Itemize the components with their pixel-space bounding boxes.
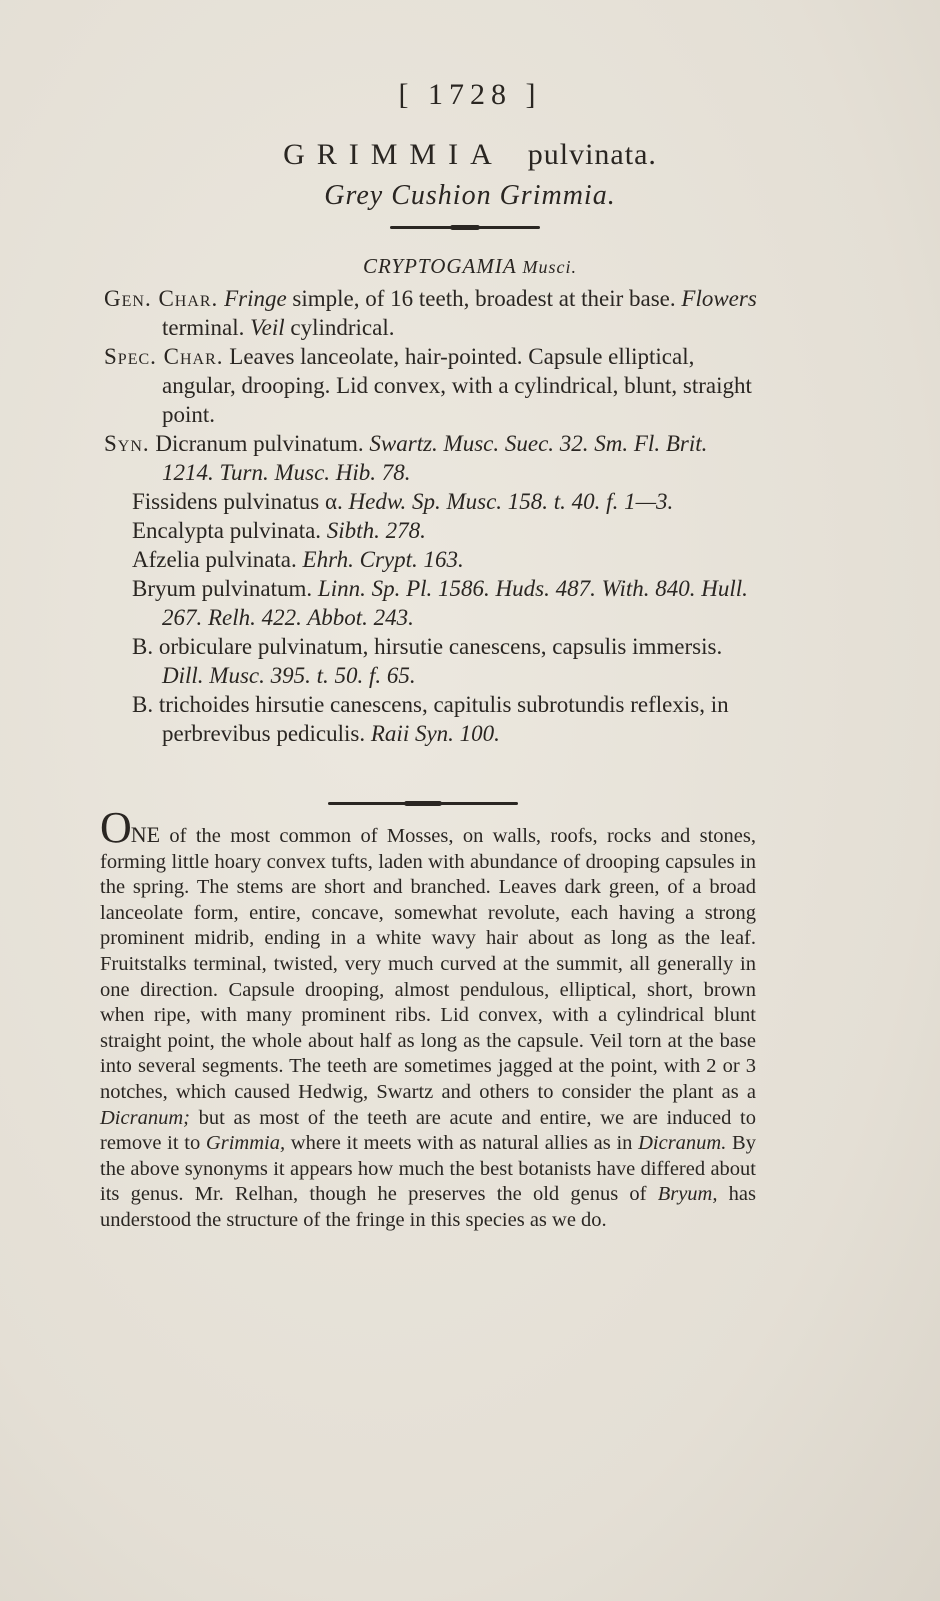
synonym-refs: Dill. Musc. 395. t. 50. f. 65. (162, 663, 416, 688)
synonym-name: Fissidens pulvinatus α. (132, 489, 349, 514)
specific-character (104, 342, 764, 429)
synonym-name: Bryum pulvinatum. (132, 576, 318, 601)
classification (0, 254, 940, 279)
synonym-entry (104, 545, 764, 574)
synonym-refs: Ehrh. Crypt. 163. (302, 547, 464, 572)
synonym-entry (104, 429, 764, 487)
description-text: but as most of the teeth are acute and entire, we are induced to remove it to (100, 1106, 756, 1155)
description-term: Dicranum. (638, 1132, 727, 1155)
plant-title (0, 138, 940, 172)
synonym-name: B. trichoides hirsutie canescens, capitulis subrotundis reflexis, in perbrevibus pediculis. (132, 692, 729, 746)
gen-char-term: Flowers (681, 286, 757, 311)
synonym-refs: Linn. Sp. Pl. 1586. Huds. 487. With. 840. Hull. 267. Relh. 422. Abbot. 243. (162, 576, 748, 630)
description-text: of the most common of Mosses, on walls, roofs, rocks and stones, forming little hoary convex tufts, laden with abundance of drooping capsules in the spring. The stems are short and branched. Leaves dark green, of a broad lanceolate form, entire, concave, somewhat revolute, each having a strong prominent midrib, ending in a white wavy hair about as long as the leaf. Fruitstalks terminal, twisted, very much curved at the summit, all generally in one direction. Capsule drooping, almost pendulous, elliptical, short, brown when ripe, with many prominent ribs. Lid convex, with a cylindrical blunt straight point, the whole about half as long as the capsule. Veil torn at the base into several segments. The teeth are sometimes jagged at the point, with 2 or 3 notches, which caused Hedwig, Swartz and others to consider the plant as a (100, 825, 756, 1103)
synonym-refs: Swartz. Musc. Suec. 32. Sm. Fl. Brit. 1214. Turn. Musc. Hib. 78. (162, 431, 708, 485)
synonym-name: Encalypta pulvinata. (132, 518, 327, 543)
description-text: has understood the structure of the fringe in this species as we do. (100, 1183, 757, 1231)
description-term: Bryum, (657, 1183, 718, 1206)
description-term: Dicranum; (100, 1106, 190, 1129)
generic-character (104, 284, 764, 342)
gen-char-text: terminal. (162, 315, 251, 340)
synonym-name: Afzelia pulvinata. (132, 547, 303, 572)
synonym-entry (104, 516, 764, 545)
spec-char-label: Spec. Char. (104, 344, 224, 369)
synonym-entry (104, 487, 764, 516)
lead-word: NE (130, 822, 161, 847)
ornamental-rule-top (390, 226, 540, 229)
common-name: Grey Cushion Grimmia. (324, 180, 616, 211)
syn-label: Syn. (104, 431, 150, 456)
order-name: Musci. (522, 257, 578, 277)
species-name: pulvinata. (527, 138, 657, 171)
genus-name: GRIMMIA (283, 138, 504, 171)
characters-block (104, 284, 764, 748)
ornamental-rule-middle (328, 802, 518, 805)
gen-char-label: Gen. Char. (104, 286, 219, 311)
description-text: where it meets with as natural allies as in (285, 1132, 639, 1155)
synonym-name: Dicranum pulvinatum. (155, 431, 370, 456)
spec-char-text: Leaves lanceolate, hair-pointed. Capsule elliptical, angular, drooping. Lid convex, with a cylindrical, blunt, straight point. (162, 344, 752, 427)
page-number: [ 1728 ] (398, 78, 542, 111)
description-text: By the above synonyms it appears how much the best botanists have differed about its genus. Mr. Relhan, though he preserves the old genus of (100, 1132, 756, 1206)
synonym-entry (104, 690, 764, 748)
synonym-refs: Sibth. 278. (326, 518, 426, 543)
description-paragraph (100, 803, 757, 1234)
synonym-entry (104, 632, 764, 690)
gen-char-text: cylindrical. (284, 315, 395, 340)
gen-char-text: simple, of 16 teeth, broadest at their base. (286, 286, 682, 311)
drop-cap: O (100, 803, 131, 852)
description-term: Grimmia, (205, 1132, 286, 1155)
synonym-name: B. orbiculare pulvinatum, hirsutie canescens, capsulis immersis. (132, 634, 723, 659)
gen-char-term: Fringe (224, 286, 287, 311)
synonym-entry (104, 574, 764, 632)
synonym-refs: Raii Syn. 100. (370, 721, 500, 746)
gen-char-term: Veil (250, 315, 285, 340)
class-name: CRYPTOGAMIA (362, 254, 517, 278)
synonym-refs: Hedw. Sp. Musc. 158. t. 40. f. 1—3. (348, 489, 674, 514)
